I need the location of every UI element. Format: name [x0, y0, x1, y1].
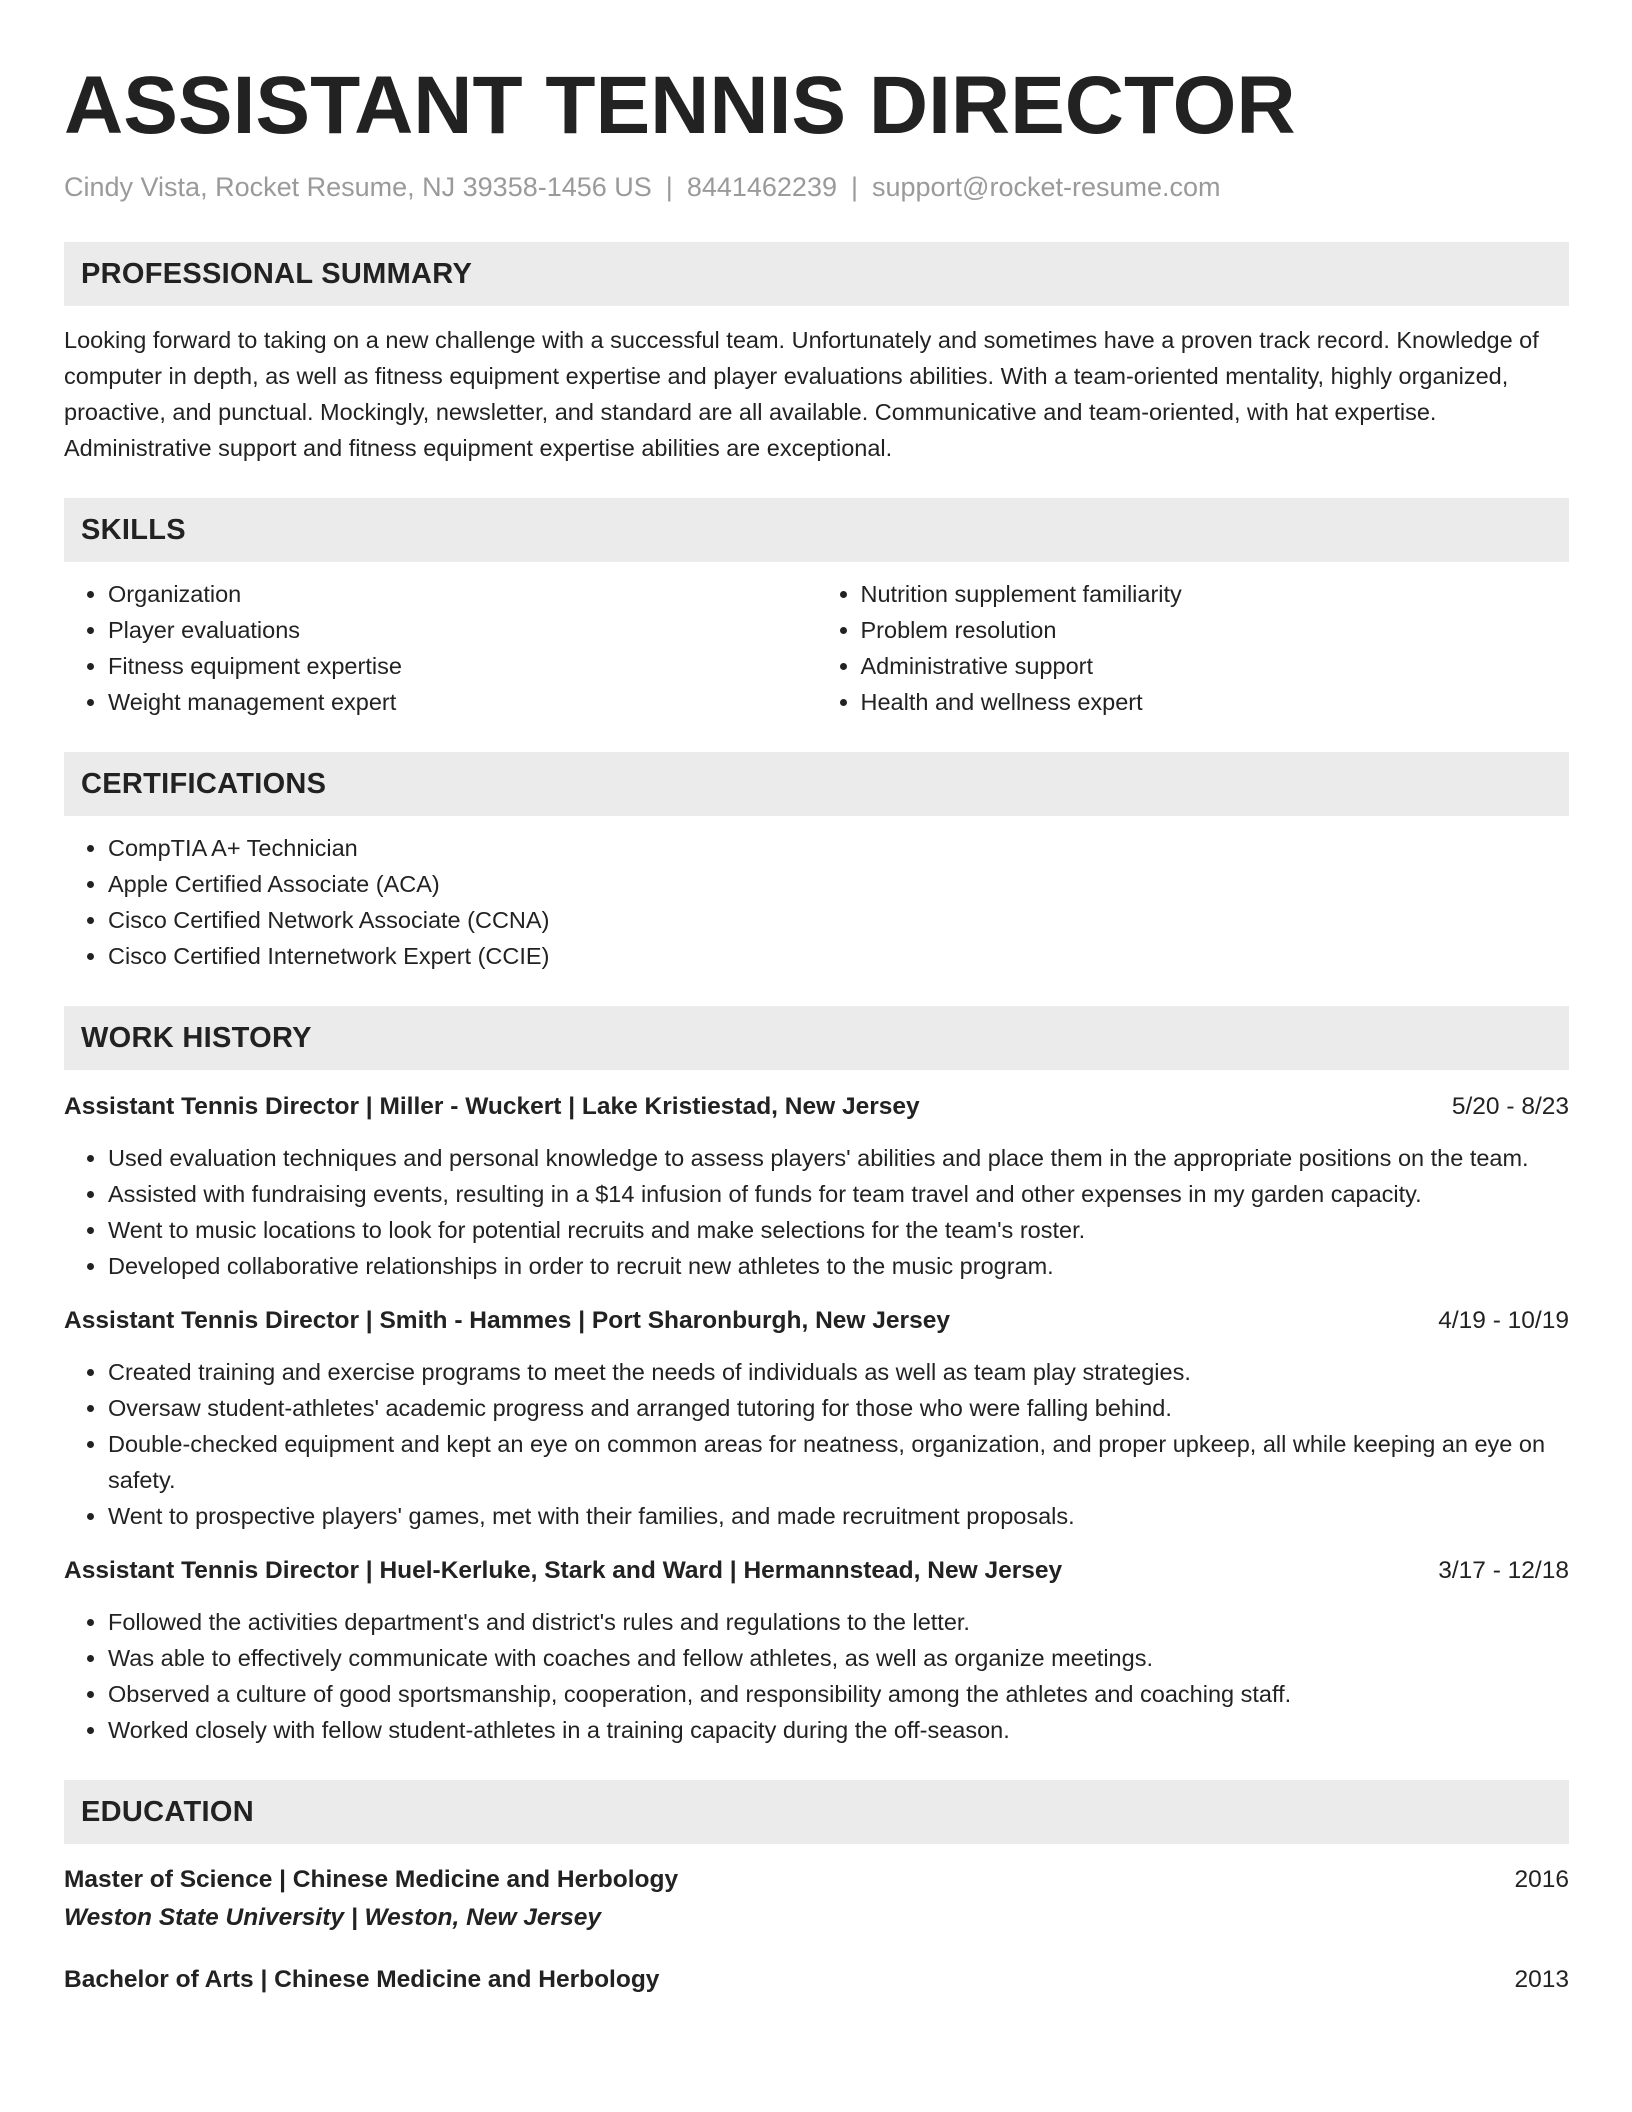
skills-list-right	[817, 576, 1570, 720]
job-bullet: • Used evaluation techniques and personal knowledge to assess players' abilities and place them in the appropriate positions on the team.	[108, 1140, 1569, 1176]
job-title: Assistant Tennis Director | Huel-Kerluke, Stark and Ward | Hermannstead, New Jersey	[64, 1557, 1063, 1584]
skills-grid	[64, 562, 1569, 720]
job-bullet: • Worked closely with fellow student-athletes in a training capacity during the off-season.	[108, 1712, 1569, 1748]
job-dates: 5/20 - 8/23	[1451, 1093, 1569, 1120]
job-bullets	[64, 1604, 1569, 1748]
education-entry	[64, 1862, 1569, 1938]
job-entry	[64, 1304, 1569, 1534]
work-history-section	[64, 1006, 1569, 1748]
education-school: Weston State University | Weston, New Jersey	[64, 1904, 601, 1931]
job-header	[64, 1304, 1569, 1338]
job-entry	[64, 1090, 1569, 1284]
education-year: 2013	[1514, 1966, 1569, 1993]
job-dates: 3/17 - 12/18	[1438, 1557, 1569, 1584]
certification-item: • Cisco Certified Internetwork Expert (CCIE)	[108, 938, 1569, 974]
job-bullet: • Went to prospective players' games, met with their families, and made recruitment proposals.	[108, 1498, 1569, 1534]
education-entry	[64, 1962, 1569, 1998]
contact-separator: |	[850, 172, 858, 202]
job-bullet: • Was able to effectively communicate with coaches and fellow athletes, as well as organize meetings.	[108, 1640, 1569, 1676]
job-dates: 4/19 - 10/19	[1438, 1307, 1569, 1334]
education-year: 2016	[1514, 1866, 1569, 1893]
education-section	[64, 1780, 1569, 1998]
contact-phone: 8441462239	[686, 172, 837, 202]
skill-item: • Problem resolution	[861, 612, 1570, 648]
work-history-heading: WORK HISTORY	[64, 1006, 1569, 1070]
certifications-section	[64, 752, 1569, 974]
summary-heading: PROFESSIONAL SUMMARY	[64, 242, 1569, 306]
summary-text: Looking forward to taking on a new challenge with a successful team. Unfortunately and sometimes have a proven track record. Knowledge of computer in depth, as well as fitness equipment expertise and player evaluations abilities. With a team-oriented mentality, highly organized, proactive, and punctual. Mockingly, newsletter, and standard are all available. Communicative and team-oriented, with hat expertise. Administrative support and fitness equipment expertise abilities are exceptional.	[64, 327, 1539, 461]
job-bullet: • Developed collaborative relationships in order to recruit new athletes to the music program.	[108, 1248, 1569, 1284]
job-header	[64, 1090, 1569, 1124]
job-bullet: • Observed a culture of good sportsmanship, cooperation, and responsibility among the athletes and coaching staff.	[108, 1676, 1569, 1712]
skill-item: • Fitness equipment expertise	[108, 648, 817, 684]
summary-section	[64, 242, 1569, 466]
skills-section	[64, 498, 1569, 720]
job-title: Assistant Tennis Director | Miller - Wuckert | Lake Kristiestad, New Jersey	[64, 1093, 920, 1120]
skill-item: • Administrative support	[861, 648, 1570, 684]
contact-email: support@rocket-resume.com	[872, 172, 1221, 202]
job-bullet: • Followed the activities department's and district's rules and regulations to the letter.	[108, 1604, 1569, 1640]
job-bullet: • Assisted with fundraising events, resulting in a $14 infusion of funds for team travel and other expenses in my garden capacity.	[108, 1176, 1569, 1212]
job-bullets	[64, 1354, 1569, 1534]
education-heading: EDUCATION	[64, 1780, 1569, 1844]
skills-list-left	[64, 576, 817, 720]
skill-item: • Organization	[108, 576, 817, 612]
job-bullet: • Went to music locations to look for potential recruits and make selections for the team's roster.	[108, 1212, 1569, 1248]
job-bullet: • Oversaw student-athletes' academic progress and arranged tutoring for those who were falling behind.	[108, 1390, 1569, 1426]
resume-title: ASSISTANT TENNIS DIRECTOR	[64, 60, 1296, 151]
skills-heading: SKILLS	[64, 498, 1569, 562]
skill-item: • Weight management expert	[108, 684, 817, 720]
certifications-heading: CERTIFICATIONS	[64, 752, 1569, 816]
skill-item: • Player evaluations	[108, 612, 817, 648]
certification-item: • Cisco Certified Network Associate (CCNA)	[108, 902, 1569, 938]
certification-item: • Apple Certified Associate (ACA)	[108, 866, 1569, 902]
job-entry	[64, 1554, 1569, 1748]
education-header	[64, 1962, 1569, 1998]
certifications-list	[64, 830, 1569, 974]
contact-line	[64, 170, 1569, 204]
contact-separator: |	[665, 172, 673, 202]
job-bullets	[64, 1140, 1569, 1284]
skill-item: • Nutrition supplement familiarity	[861, 576, 1570, 612]
education-degree: Master of Science | Chinese Medicine and Herbology	[64, 1866, 679, 1893]
job-title: Assistant Tennis Director | Smith - Hammes | Port Sharonburgh, New Jersey	[64, 1307, 950, 1334]
education-header	[64, 1862, 1569, 1898]
contact-address: Cindy Vista, Rocket Resume, NJ 39358-1456 US	[64, 172, 652, 202]
education-degree: Bachelor of Arts | Chinese Medicine and Herbology	[64, 1966, 660, 1993]
skill-item: • Health and wellness expert	[861, 684, 1570, 720]
certification-item: • CompTIA A+ Technician	[108, 830, 1569, 866]
job-bullet: • Double-checked equipment and kept an eye on common areas for neatness, organization, and proper upkeep, all while keeping an eye on safety.	[108, 1426, 1569, 1498]
job-header	[64, 1554, 1569, 1588]
job-bullet: • Created training and exercise programs to meet the needs of individuals as well as team play strategies.	[108, 1354, 1569, 1390]
